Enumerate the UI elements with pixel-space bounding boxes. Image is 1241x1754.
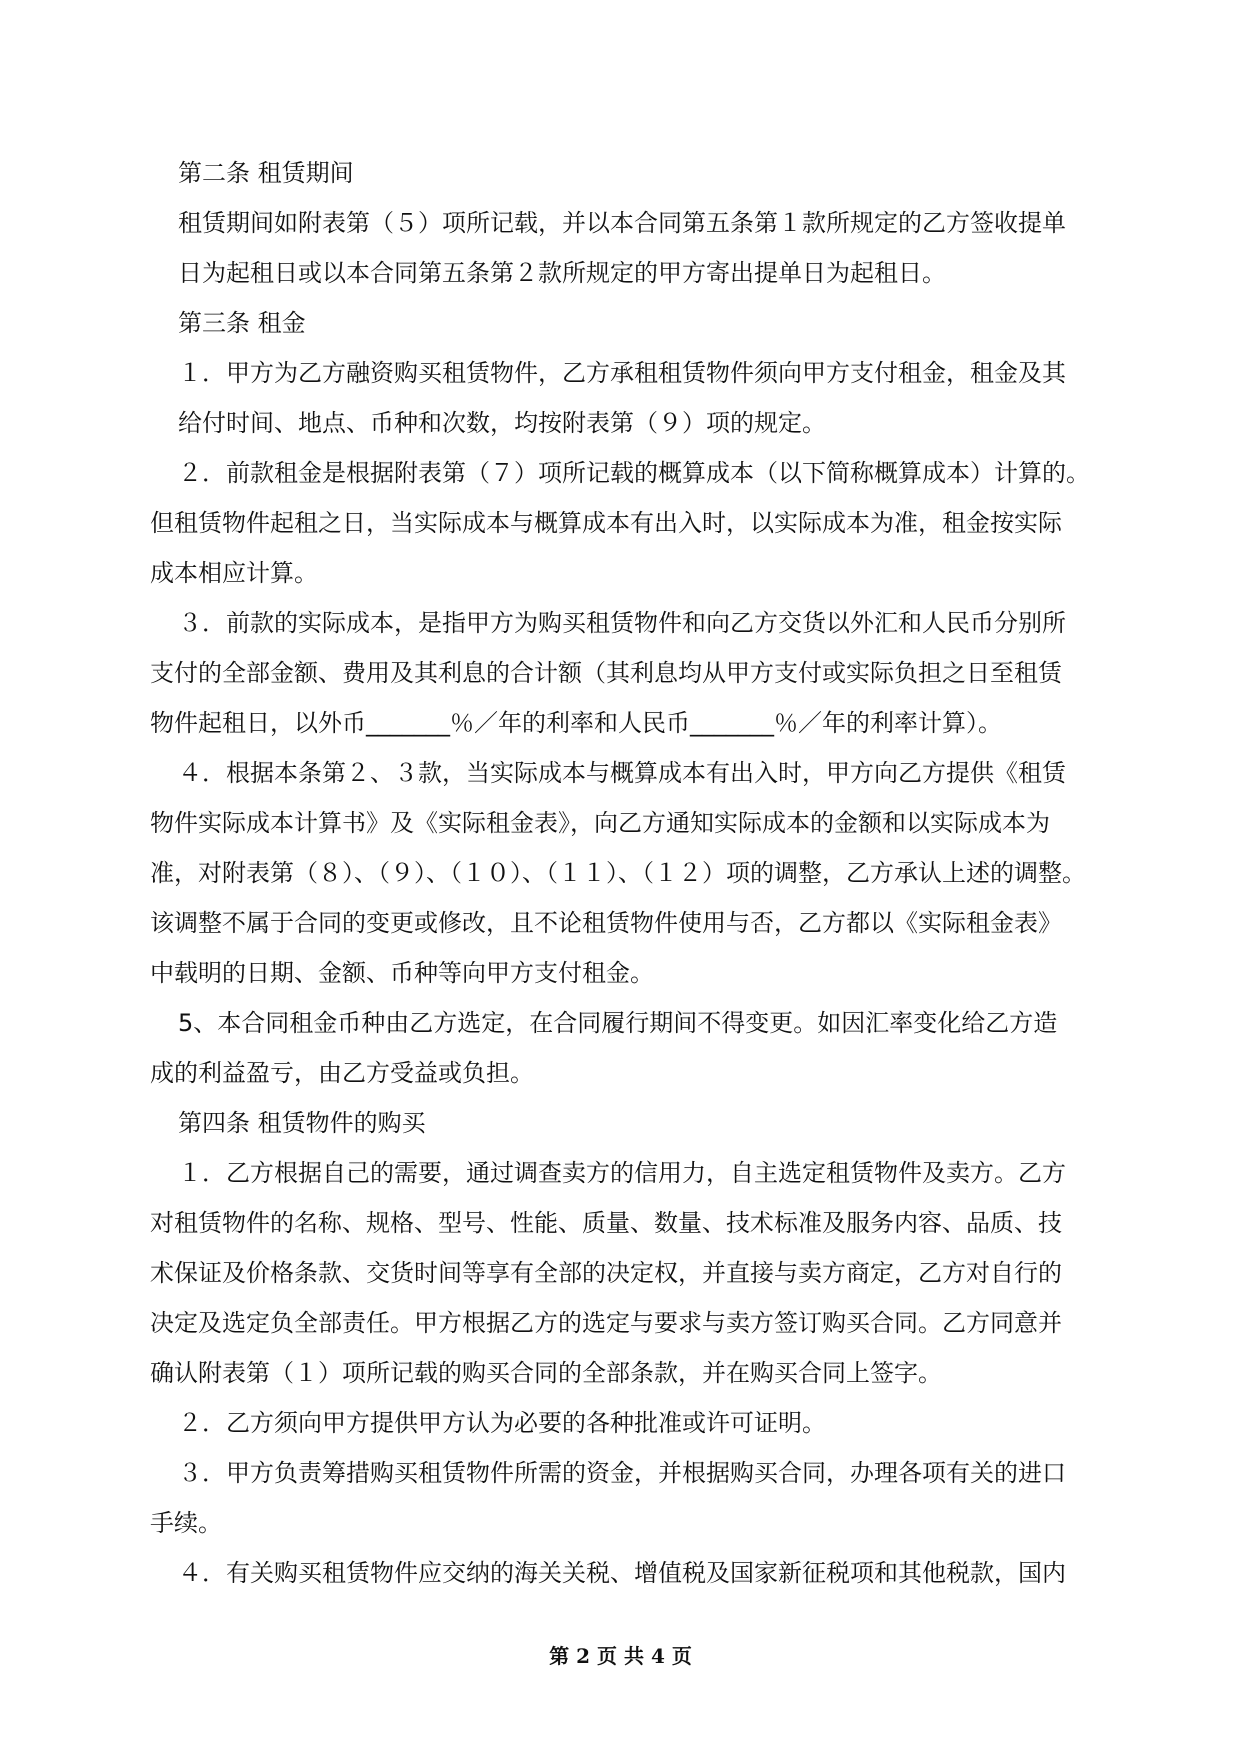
page-footer: 第 2 页 共 4 页 <box>549 1644 692 1668</box>
text-line: 决定及选定负全部责任。甲方根据乙方的选定与要求与卖方签订购买合同。乙方同意并 <box>150 1309 1062 1337</box>
text-line: 确认附表第（１）项所记载的购买合同的全部条款，并在购买合同上签字。 <box>150 1359 942 1387</box>
text-line: 第二条 租赁期间 <box>178 159 354 187</box>
text-line: 租赁期间如附表第（５）项所记载，并以本合同第五条第１款所规定的乙方签收提单 <box>178 209 1066 237</box>
text-line: １．乙方根据自己的需要，通过调查卖方的信用力，自主选定租赁物件及卖方。乙方 <box>178 1159 1066 1187</box>
text-line: ３．甲方负责筹措购买租赁物件所需的资金，并根据购买合同，办理各项有关的进口 <box>178 1459 1066 1487</box>
text-line: 手续。 <box>150 1509 222 1537</box>
text-line: ２．乙方须向甲方提供甲方认为必要的各种批准或许可证明。 <box>178 1409 826 1437</box>
text-line: 日为起租日或以本合同第五条第２款所规定的甲方寄出提单日为起租日。 <box>178 259 946 287</box>
text-line: ２．前款租金是根据附表第（７）项所记载的概算成本（以下简称概算成本）计算的。 <box>178 459 1090 487</box>
text-line: 5、本合同租金币种由乙方选定，在合同履行期间不得变更。如因汇率变化给乙方造 <box>178 1009 1058 1037</box>
text-line: 术保证及价格条款、交货时间等享有全部的决定权，并直接与卖方商定，乙方对自行的 <box>150 1259 1062 1287</box>
text-line: 准，对附表第（８）、（９）、（１０）、（１１）、（１２）项的调整，乙方承认上述的调整。 <box>150 859 1086 887</box>
text-line: ４．根据本条第２、３款，当实际成本与概算成本有出入时，甲方向乙方提供《租赁 <box>178 759 1066 787</box>
text-line: 物件起租日，以外币_______％／年的利率和人民币_______％／年的利率计算）。 <box>150 709 1002 737</box>
text-line: 该调整不属于合同的变更或修改，且不论租赁物件使用与否，乙方都以《实际租金表》 <box>150 909 1062 937</box>
text-line: 支付的全部金额、费用及其利息的合计额（其利息均从甲方支付或实际负担之日至租赁 <box>150 659 1062 687</box>
text-line: 中载明的日期、金额、币种等向甲方支付租金。 <box>150 959 654 987</box>
text-line: 但租赁物件起租之日，当实际成本与概算成本有出入时，以实际成本为准，租金按实际 <box>150 509 1062 537</box>
text-line: 成的利益盈亏，由乙方受益或负担。 <box>150 1059 534 1087</box>
text-line: 第三条 租金 <box>178 309 306 337</box>
text-line: 对租赁物件的名称、规格、型号、性能、质量、数量、技术标准及服务内容、品质、技 <box>150 1209 1062 1237</box>
text-line: 给付时间、地点、币种和次数，均按附表第（９）项的规定。 <box>178 409 826 437</box>
text-line: ３．前款的实际成本，是指甲方为购买租赁物件和向乙方交货以外汇和人民币分别所 <box>178 609 1066 637</box>
document-body <box>150 148 1095 1598</box>
text-line: 成本相应计算。 <box>150 559 318 587</box>
text-line: １．甲方为乙方融资购买租赁物件，乙方承租租赁物件须向甲方支付租金，租金及其 <box>178 359 1066 387</box>
text-line: 物件实际成本计算书》及《实际租金表》，向乙方通知实际成本的金额和以实际成本为 <box>150 809 1050 837</box>
text-line: 第四条 租赁物件的购买 <box>178 1109 426 1137</box>
text-line: ４．有关购买租赁物件应交纳的海关关税、增值税及国家新征税项和其他税款，国内 <box>178 1559 1066 1587</box>
